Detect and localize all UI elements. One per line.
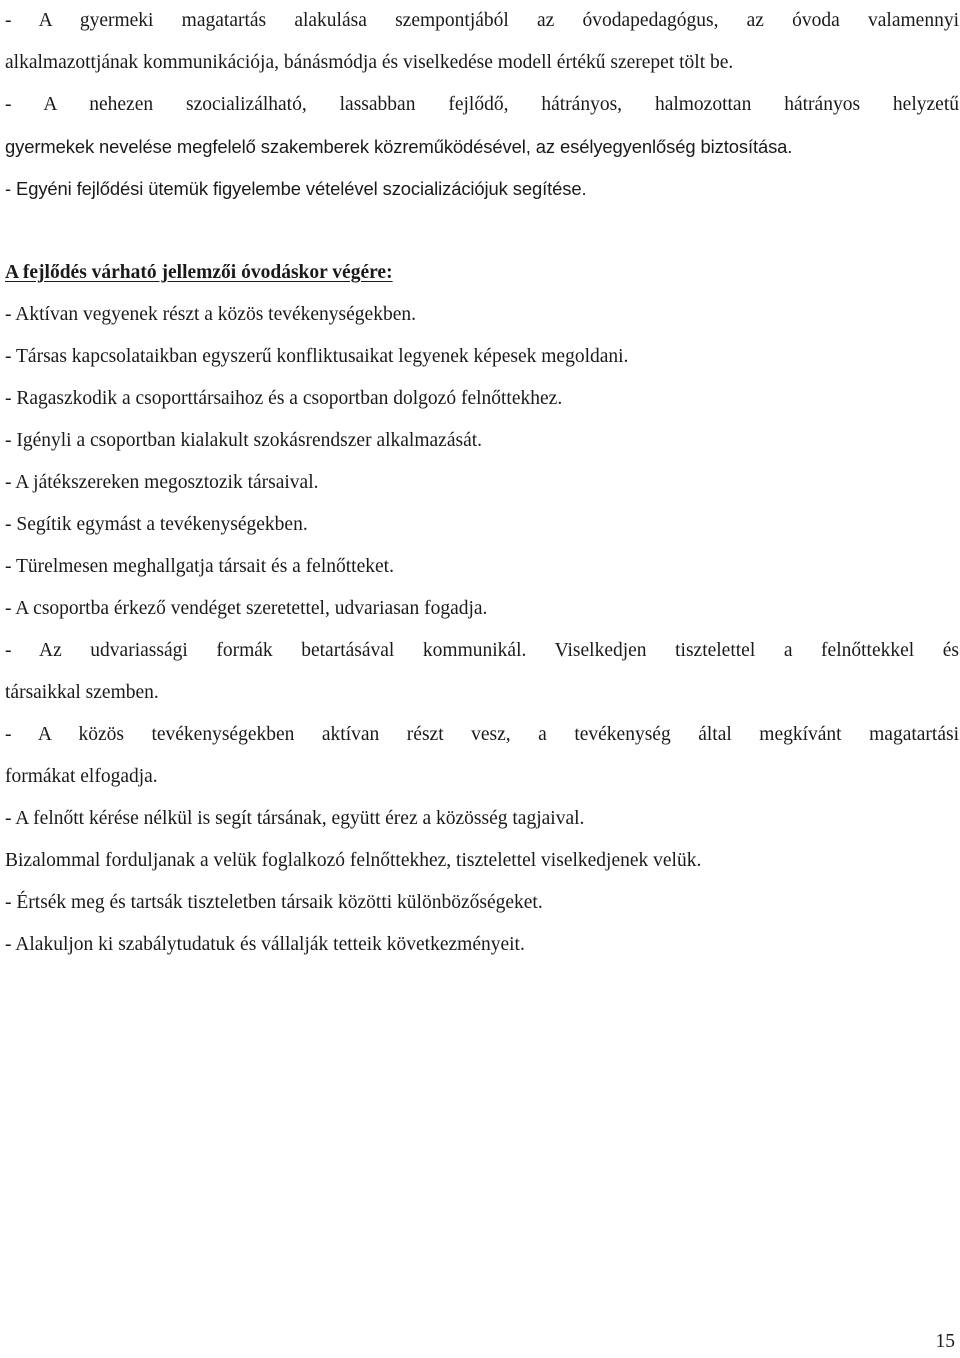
section-line-6: - Segítik egymást a tevékenységekben. xyxy=(5,514,308,535)
section-line-11: - A közös tevékenységekben aktívan részt vesz, a tevékenység által megkívánt magatartási xyxy=(5,724,959,745)
intro-line-2: alkalmazottjának kommunikációja, bánásmódja és viselkedése modell értékű szerepet tölt be. xyxy=(5,52,734,73)
section-line-15: - Értsék meg és tartsák tiszteletben társaik közötti különbözőségeket. xyxy=(5,892,543,913)
page-number: 15 xyxy=(935,1331,955,1352)
section-line-5: - A játékszereken megosztozik társaival. xyxy=(5,472,319,493)
section-line-2: - Társas kapcsolataikban egyszerű konfliktusaikat legyenek képesek megoldani. xyxy=(5,346,629,367)
intro-line-3: - A nehezen szocializálható, lassabban fejlődő, hátrányos, halmozottan hátrányos helyzetű xyxy=(5,94,959,115)
intro-line-5: - Egyéni fejlődési ütemük figyelembe vételével szocializációjuk segítése. xyxy=(5,178,587,199)
section-line-3: - Ragaszkodik a csoporttársaihoz és a csoportban dolgozó felnőttekhez. xyxy=(5,388,563,409)
section-line-10: társaikkal szemben. xyxy=(5,682,159,703)
section-line-12: formákat elfogadja. xyxy=(5,766,158,787)
section-line-13: - A felnőtt kérése nélkül is segít társának, együtt érez a közösség tagjaival. xyxy=(5,808,585,829)
intro-line-1: - A gyermeki magatartás alakulása szempontjából az óvodapedagógus, az óvoda valamennyi xyxy=(5,10,959,31)
intro-line-4: gyermekek nevelése megfelelő szakemberek közreműködésével, az esélyegyenlőség biztosítása. xyxy=(5,136,793,157)
section-line-9: - Az udvariassági formák betartásával kommunikál. Viselkedjen tisztelettel a felnőttekkel és xyxy=(5,640,959,661)
section-heading: A fejlődés várható jellemzői óvodáskor végére: xyxy=(5,262,393,283)
section-line-8: - A csoportba érkező vendéget szeretettel, udvariasan fogadja. xyxy=(5,598,488,619)
document-page xyxy=(5,0,959,966)
section-line-16: - Alakuljon ki szabálytudatuk és vállalják tetteik következményeit. xyxy=(5,934,525,955)
paragraph-gap xyxy=(5,210,959,252)
section-line-4: - Igényli a csoportban kialakult szokásrendszer alkalmazását. xyxy=(5,430,483,451)
section-line-14: Bizalommal forduljanak a velük foglalkozó felnőttekhez, tisztelettel viselkedjenek velük. xyxy=(5,850,702,871)
section-line-7: - Türelmesen meghallgatja társait és a felnőtteket. xyxy=(5,556,394,577)
section-line-1: - Aktívan vegyenek részt a közös tevékenységekben. xyxy=(5,304,416,325)
